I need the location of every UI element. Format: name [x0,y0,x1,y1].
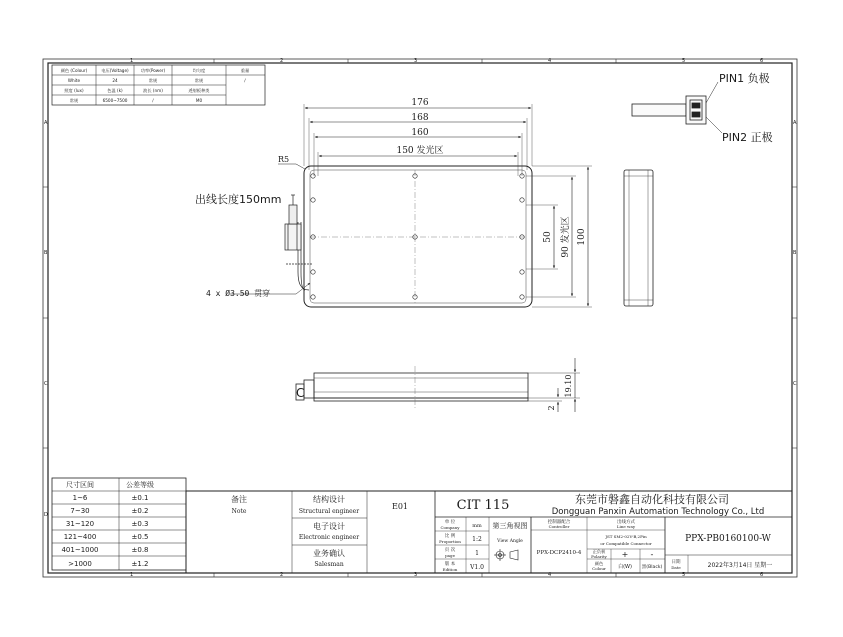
bottom-view [296,358,580,412]
border-num-6: 6 [760,58,764,64]
outlet-value-1: JST SM2-02V-B,2Pin [605,534,647,539]
border-letter-b: B [44,250,48,256]
page-label-en: page [445,553,455,558]
border-num-1: 1 [130,58,134,64]
border-letter-d: D [44,512,48,518]
polarity-label-cn: 正负极 [592,549,606,554]
tolerance-header-range: 尺寸区间 [66,481,94,489]
dim-150-emitting: 150 发光区 [396,146,444,156]
controller-label-cn: 控制器配合 [547,520,571,525]
panel-inner [310,170,526,303]
border-num-bottom-5: 5 [682,572,686,578]
border-num-2: 2 [280,58,284,64]
outlet-label-en: Line way [616,524,636,529]
edition-label-cn: 版 本 [444,562,456,567]
spec-wavelength-value: / [152,98,154,103]
cable-length-note: 出线长度150mm [195,193,282,206]
spec-weight-value: / [244,78,246,83]
dim-176: 176 [411,98,429,108]
border-num-5: 5 [682,58,686,64]
radius-label: R5 [278,155,290,164]
border-letter-c-right: C [793,381,797,387]
structural-label-en: Structural engineer [298,508,360,515]
dim-160: 160 [411,128,429,138]
cable-connector [285,195,312,290]
spec-colour-value: White [67,78,81,83]
border-num-3: 3 [414,58,418,64]
border-letter-c: C [44,381,48,387]
spec-lux-value: 常规 [69,98,79,103]
tolerance-grade: ±0.2 [131,507,149,515]
border-letter-a-right: A [793,120,797,126]
spec-header-uniformity: 均匀度 [192,68,206,73]
tolerance-range: 121~400 [63,533,97,541]
title-block [186,491,792,573]
svg-text:C: C [296,386,305,400]
spec-header-voltage: 电压(Voltage) [101,68,129,73]
spec-header-lux: 照度 (lux) [64,88,84,93]
date-value: 2022年3月14日 星期一 [707,562,773,569]
electronic-label-cn: 电子设计 [313,522,345,531]
scale-value: 1:2 [472,536,482,543]
border-num-bottom-4: 4 [548,572,552,578]
tolerance-header-grade: 公差等级 [126,481,154,489]
tolerance-table [52,478,186,570]
holes-note: 4 x Ø3.50 贯穿 [206,289,271,298]
border-num-bottom-1: 1 [130,572,134,578]
tolerance-grade: ±1.2 [131,560,149,568]
spec-power-value: 常规 [148,78,158,83]
spec-diffuser-value: M0 [195,98,203,103]
unit-label-cn: 单 位 [444,520,456,525]
edition-label-en: Edition [442,567,458,572]
outlet-label-cn: 出线方式 [617,520,635,525]
unit-value: mm [472,523,482,529]
border-letter-a: A [44,120,48,126]
tolerance-range: 1~6 [72,494,88,502]
note-label-en: Note [231,508,247,515]
tolerance-grade: ±0.3 [131,520,149,528]
tolerance-range: >1000 [68,560,92,568]
note-label-cn: 备注 [231,495,247,504]
spec-header-wavelength: 波长 (nm) [143,88,163,93]
part-number: PPX-PB0160100-W [685,534,771,544]
view-angle-label: View Angle [497,539,523,544]
controller-label-en: Controller [548,524,570,529]
date-label-cn: 日期 [671,560,681,565]
sales-label-en: Salesman [314,561,344,568]
connector-detail [632,82,722,133]
spec-header-power: 功率(Power) [140,68,166,73]
border-num-4: 4 [548,58,552,64]
colour-label-en: Colour [592,566,606,571]
scale-label-cn: 比 例 [444,534,456,539]
date-label-en: Date [671,565,681,570]
tolerance-grade: ±0.8 [131,546,149,554]
dim-90-emitting: 90 发光区 [561,216,571,258]
spec-header-cct: 色温 (k) [107,88,123,93]
outlet-value-2: or Compatible Connector [600,541,652,546]
dim-168: 168 [411,113,429,123]
controller-value: PPX-DCP2410-4 [536,550,582,556]
company-name-cn: 东莞市磐鑫自动化科技有限公司 [575,493,729,506]
scale-label-en: Proportion [439,539,461,544]
colour-white: 白(W) [618,564,632,570]
dim-100: 100 [577,228,587,246]
border-letter-b-right: B [793,250,797,256]
panel-outline [304,166,532,307]
page-label-cn: 页 次 [444,548,456,553]
dim-50: 50 [543,231,553,243]
pin2-label: PIN2 正极 [722,131,773,144]
spec-uniformity-value: 常规 [194,78,204,83]
third-angle-label: 第三角视图 [492,522,528,530]
spec-header-weight: 重量 [240,68,250,73]
projection-symbol-icon [494,549,518,561]
side-view [624,170,653,306]
polarity-label-en: Polarity [591,554,607,559]
spec-table [52,65,265,105]
tolerance-range: 7~30 [70,507,90,515]
page-value: 1 [475,550,479,557]
panel-screws [311,174,524,299]
structural-label-cn: 结构设计 [313,495,345,504]
edition-value: V1.0 [470,564,484,571]
dim-19-10: 19.10 [564,374,573,398]
spec-header-colour: 颜色 (Colour) [60,68,88,73]
tolerance-grade: ±0.5 [131,533,149,541]
electronic-label-en: Electronic engineer [298,534,360,541]
border-num-bottom-3: 3 [414,572,418,578]
polarity-minus: - [650,550,654,559]
sales-label-cn: 业务确认 [313,549,345,558]
pin1-label: PIN1 负极 [719,72,770,85]
colour-black: 黑(Black) [641,565,663,570]
spec-voltage-value: 24 [112,78,118,83]
front-view [195,98,592,307]
tolerance-grade: ±0.1 [131,494,149,502]
colour-label-cn: 颜色 [594,561,604,566]
tolerance-range: 401~1000 [61,546,99,554]
spec-cct-value: 6500~7500 [102,98,128,103]
polarity-plus: + [621,550,629,559]
border-num-bottom-2: 2 [280,572,284,578]
border-num-bottom-6: 6 [760,572,764,578]
unit-label-en: Company [440,525,460,530]
model-series: CIT 115 [456,498,510,513]
tolerance-range: 31~120 [65,520,95,528]
dim-2: 2 [547,405,556,411]
spec-header-diffuser: 透射板种类 [188,88,210,93]
revision-code: E01 [391,502,409,511]
company-name-en: Dongguan Panxin Automation Technology Co., Ltd [551,507,765,517]
